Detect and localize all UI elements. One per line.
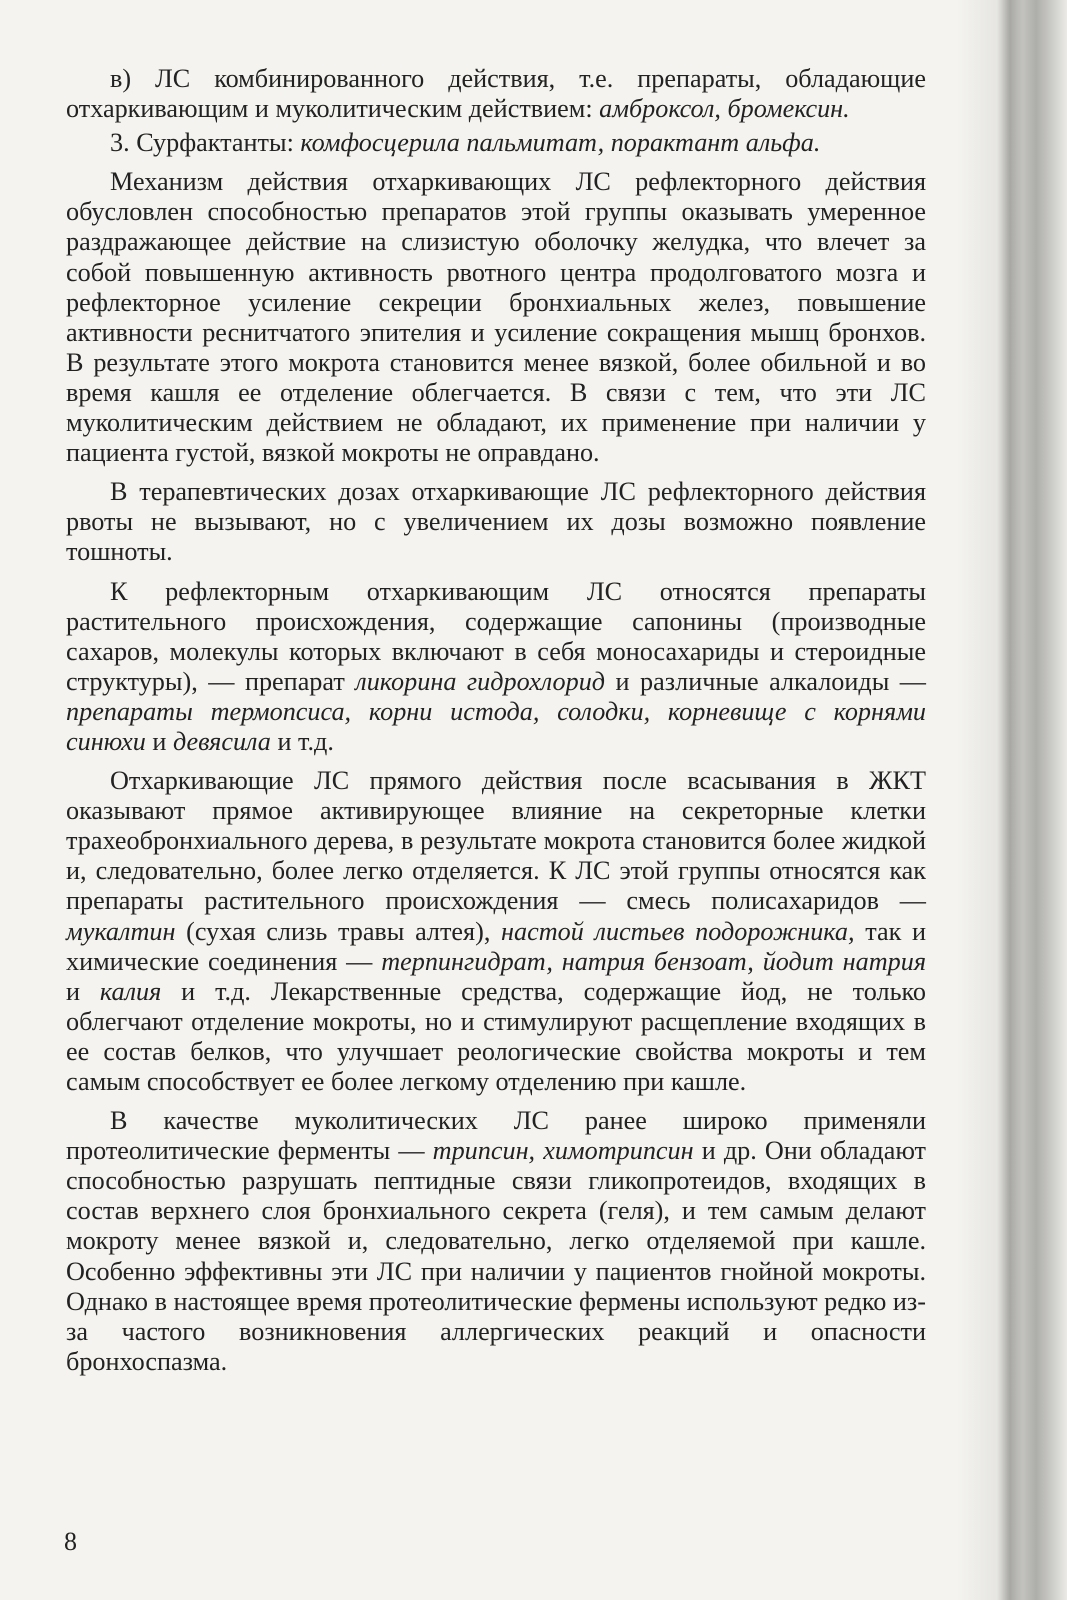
text-run: так и химические соединения — <box>66 916 927 976</box>
italic-drug-name: терпингидрат, натрия бензоат, йодит натрия <box>381 946 926 976</box>
text-run: 3. Сурфактанты: <box>110 128 301 158</box>
italic-drug-name: мукалтин <box>66 916 176 946</box>
text-run: и т.д. <box>270 726 334 756</box>
paragraph <box>66 766 926 1097</box>
italic-drug-name: комфосцерила пальмитат, порактант альфа. <box>300 128 821 158</box>
text-run: в) ЛС комбинированного действия, т.е. препараты, обладающие отхаркивающим и муколитическим действием: <box>66 64 926 124</box>
text-run: и <box>66 976 100 1006</box>
text-run: К рефлекторным отхаркивающим ЛС относятся препараты растительного происхождения, содержащие сапонины (производные сахаров, молекулы которых включают в себя моносахариды и стероидные структуры), — препарат <box>66 576 926 696</box>
text-run: (сухая слизь травы алтея), <box>175 916 502 946</box>
body-text <box>66 64 926 1386</box>
paragraph <box>66 167 926 468</box>
text-run: В терапевтических дозах отхаркивающие ЛС рефлекторного действия рвоты не вызывают, но с увеличением их дозы возможно появление тошноты. <box>66 477 926 567</box>
text-run: и т.д. Лекарственные средства, содержащие йод, не только облегчают отделение мокроты, но и стимулируют расщепление входящих в ее состав белков, что улучшает реологические свойства мокроты и тем самым способствует ее более легкому отделению при кашле. <box>66 976 927 1096</box>
italic-drug-name: калия <box>99 976 162 1006</box>
italic-drug-name: ликорина гидрохлорид <box>355 666 606 696</box>
paragraph <box>66 577 926 758</box>
binding-fold <box>997 0 1023 1600</box>
paragraph <box>66 64 926 124</box>
italic-drug-name: амброксол, бромексин. <box>599 94 850 124</box>
text-run: и <box>145 726 173 756</box>
italic-drug-name: настой листьев подорожника, <box>501 916 855 946</box>
paragraph <box>66 1106 926 1377</box>
text-run: и различные алкалоиды — <box>605 666 926 696</box>
text-run: В качестве муколитических ЛС ранее широко применяли протеолитические ферменты — <box>66 1106 926 1166</box>
italic-drug-name: препараты термопсиса, корни истода, солодки, корневище с корнями синюхи <box>66 696 926 756</box>
text-run: и др. Они обладают способностью разрушать пептидные связи гликопротеидов, входящих в состав верхнего слоя бронхиального секрета (геля), и тем самым делают мокроту менее вязкой и, следовательно, легко отделяемой при кашле. Особенно эффективны эти ЛС при наличии у пациентов гнойной мокроты. Однако в настоящее время протеолитические фермены используют редко из-за частого возникновения аллергических реакций и опасности бронхоспазма. <box>66 1136 926 1376</box>
italic-drug-name: девясила <box>172 726 271 756</box>
text-run: Отхаркивающие ЛС прямого действия после всасывания в ЖКТ оказывают прямое активирующее влияние на секреторные клетки трахеобронхиального дерева, в результате мокрота становится более жидкой и, следовательно, более легко отделяется. К ЛС этой группы относятся как препараты растительного происхождения — смесь полисахаридов — <box>66 766 926 916</box>
paragraph <box>66 128 926 158</box>
page-number: 8 <box>64 1527 77 1556</box>
text-run: Механизм действия отхаркивающих ЛС рефлекторного действия обусловлен способностью препаратов этой группы оказывать умеренное раздражающее действие на слизистую оболочку желудка, что влечет за собой повышенную активность рвотного центра продолговатого мозга и рефлекторное усиление секреции бронхиальных желез, повышение активности реснитчатого эпителия и усиление сокращения мышц бронхов. В результате этого мокрота становится менее вязкой, более обильной и во время кашля ее отделение облегчается. В связи с тем, что эти ЛС муколитическим действием не обладают, их применение при наличии у пациента густой, вязкой мокроты не оправдано. <box>66 167 926 468</box>
paragraph <box>66 477 926 567</box>
italic-drug-name: трипсин, химотрипсин <box>432 1136 694 1166</box>
